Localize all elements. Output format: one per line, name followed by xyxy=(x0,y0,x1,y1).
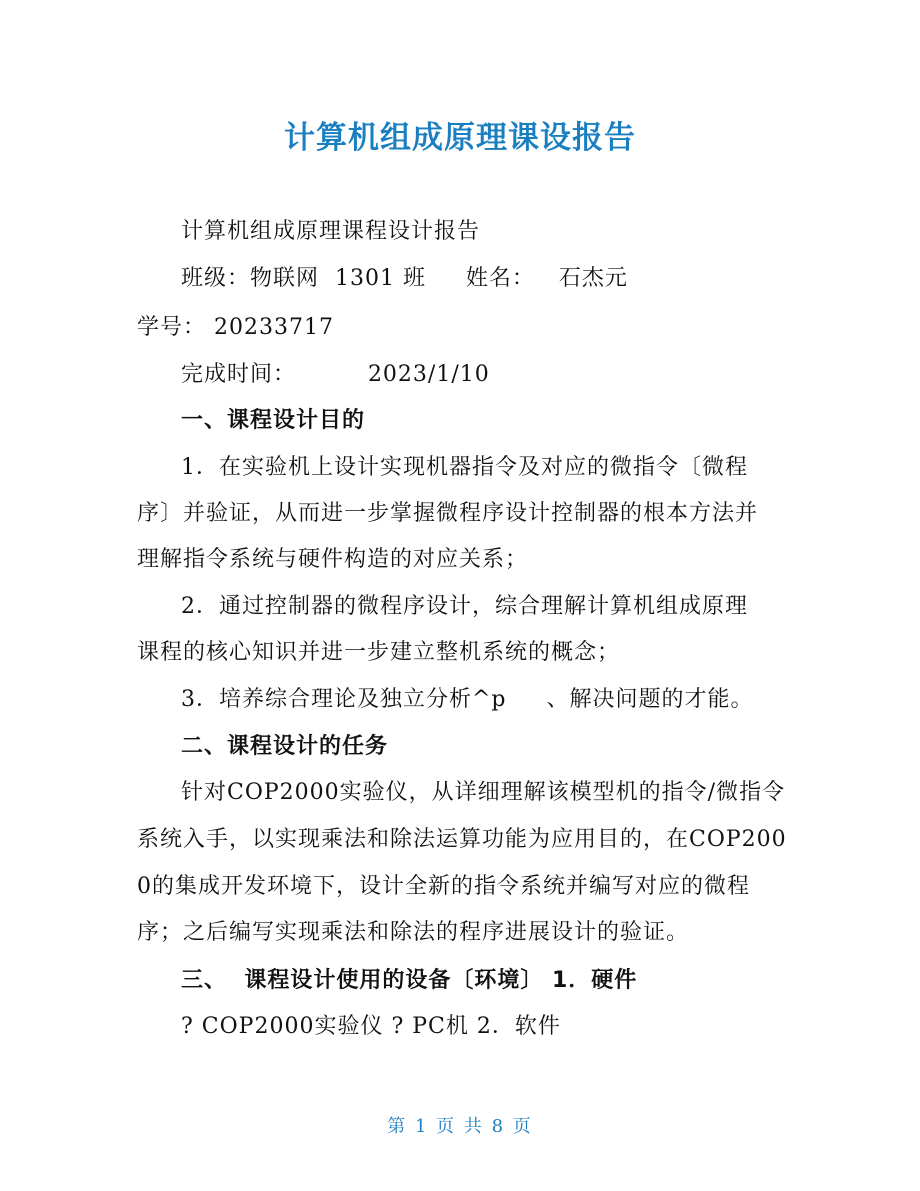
paragraph-line: 1．在实验机上设计实现机器指令及对应的微指令〔微程 xyxy=(181,455,748,480)
paragraph-line: 理解指令系统与硬件构造的对应关系； xyxy=(137,547,529,572)
paragraph-line: 0的集成开发环境下，设计全新的指令系统并编写对应的微程 xyxy=(137,874,750,899)
page-title: 计算机组成原理课设报告 xyxy=(284,120,636,156)
section-heading-equipment: 三、 课程设计使用的设备〔环境〕 1．硬件 xyxy=(181,968,638,993)
paragraph-line: 2．通过控制器的微程序设计，综合理解计算机组成原理 xyxy=(181,594,748,619)
paragraph-line: ? COP2000实验仪 ? PC机 2．软件 xyxy=(181,1014,561,1039)
paragraph-line: 序〕并验证，从而进一步掌握微程序设计控制器的根本方法并 xyxy=(137,501,759,526)
class-name-line: 班级：物联网 1301 班 姓名： 石杰元 xyxy=(181,266,628,291)
paragraph-line: 3．培养综合理论及独立分析^p 、解决问题的才能。 xyxy=(181,687,754,712)
page-indicator: 第 1 页 共 8 页 xyxy=(387,1116,533,1137)
student-id-line: 学号： 20233717 xyxy=(137,315,334,340)
report-subtitle: 计算机组成原理课程设计报告 xyxy=(181,219,481,244)
completion-date-line: 完成时间： 2023/1/10 xyxy=(181,362,490,387)
paragraph-line: 针对COP2000实验仪，从详细理解该模型机的指令/微指令 xyxy=(181,780,786,805)
paragraph-line: 系统入手，以实现乘法和除法运算功能为应用目的，在COP200 xyxy=(137,827,787,852)
section-heading-purpose: 一、课程设计目的 xyxy=(181,408,366,433)
section-heading-task: 二、课程设计的任务 xyxy=(181,734,389,759)
paragraph-line: 序；之后编写实现乘法和除法的程序进展设计的验证。 xyxy=(137,920,690,945)
paragraph-line: 课程的核心知识并进一步建立整机系统的概念； xyxy=(137,640,621,665)
